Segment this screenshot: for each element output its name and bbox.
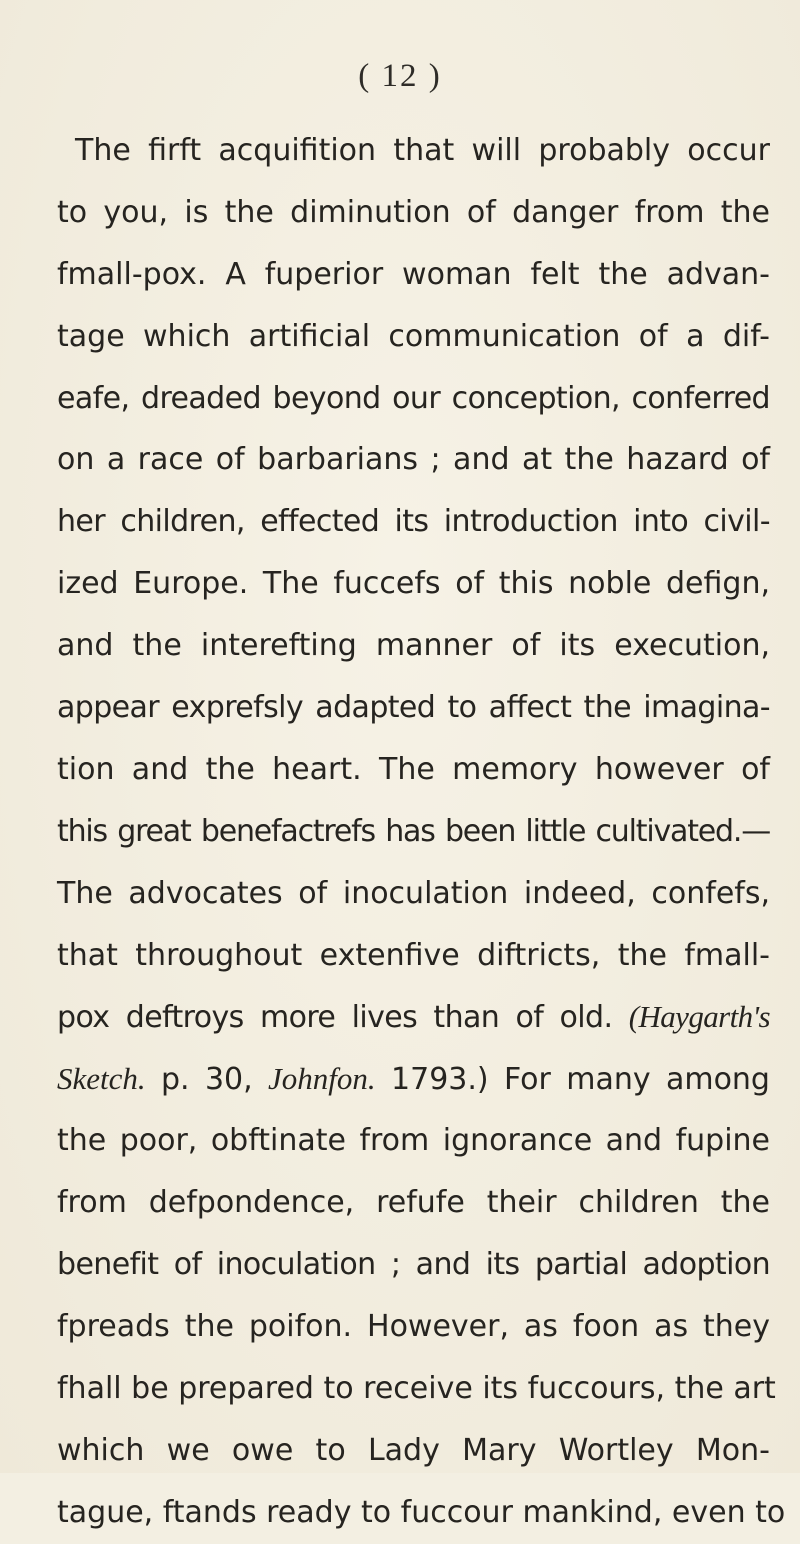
text-line: The firft acquifition that will probably occur	[75, 133, 770, 168]
text-line	[57, 1048, 770, 1110]
text-line: from defpondence, refufe their children the	[57, 1185, 770, 1221]
text-line: ized Europe. The fuccefs of this noble defign,	[57, 566, 770, 602]
text-line: on a race of barbarians ; and at the hazard of	[57, 442, 770, 478]
text-line: and the interefting manner of its execution,	[57, 628, 770, 664]
text-line: this great benefactrefs has been little cultivated.—	[57, 813, 770, 849]
text-line: fmall-pox. A fuperior woman felt the advan-	[57, 256, 770, 292]
body-text	[57, 120, 786, 1543]
text-line: appear exprefsly adapted to affect the imagina-	[57, 690, 770, 726]
citation-italic: (Haygarth's	[628, 999, 770, 1035]
text-line: to you, is the diminution of danger from the	[57, 194, 770, 230]
text-line: tague, ftands ready to fuccour mankind, even to	[57, 1494, 786, 1530]
text-line: fpreads the poifon. However, as foon as they	[57, 1308, 770, 1344]
citation-italic: Sketch.	[57, 1061, 146, 1097]
text-span: 1793.) For many among	[375, 1062, 770, 1098]
text-line: benefit of inoculation ; and its partial adoption	[57, 1247, 770, 1283]
text-line: her children, effected its introduction into civil-	[57, 504, 770, 540]
text-line: eafe, dreaded beyond our conception, conferred	[57, 380, 770, 416]
text-line: tion and the heart. The memory however of	[57, 751, 770, 787]
text-line: The advocates of inoculation indeed, confefs,	[57, 875, 770, 911]
text-line: that throughout extenfive diftricts, the fmall-	[57, 937, 770, 973]
citation-italic: Johnfon.	[268, 1061, 376, 1097]
page-number: ( 12 )	[358, 58, 442, 94]
text-line: which we owe to Lady Mary Wortley Mon-	[57, 1432, 770, 1468]
text-line: fhall be prepared to receive its fuccours, the art	[57, 1370, 776, 1406]
text-line	[57, 986, 770, 1048]
text-span: p. 30,	[145, 1062, 269, 1098]
text-line: tage which artificial communication of a dif-	[57, 318, 770, 354]
text-line: the poor, obftinate from ignorance and fupine	[57, 1123, 770, 1159]
text-span: pox deftroys more lives than of old.	[57, 1000, 629, 1036]
